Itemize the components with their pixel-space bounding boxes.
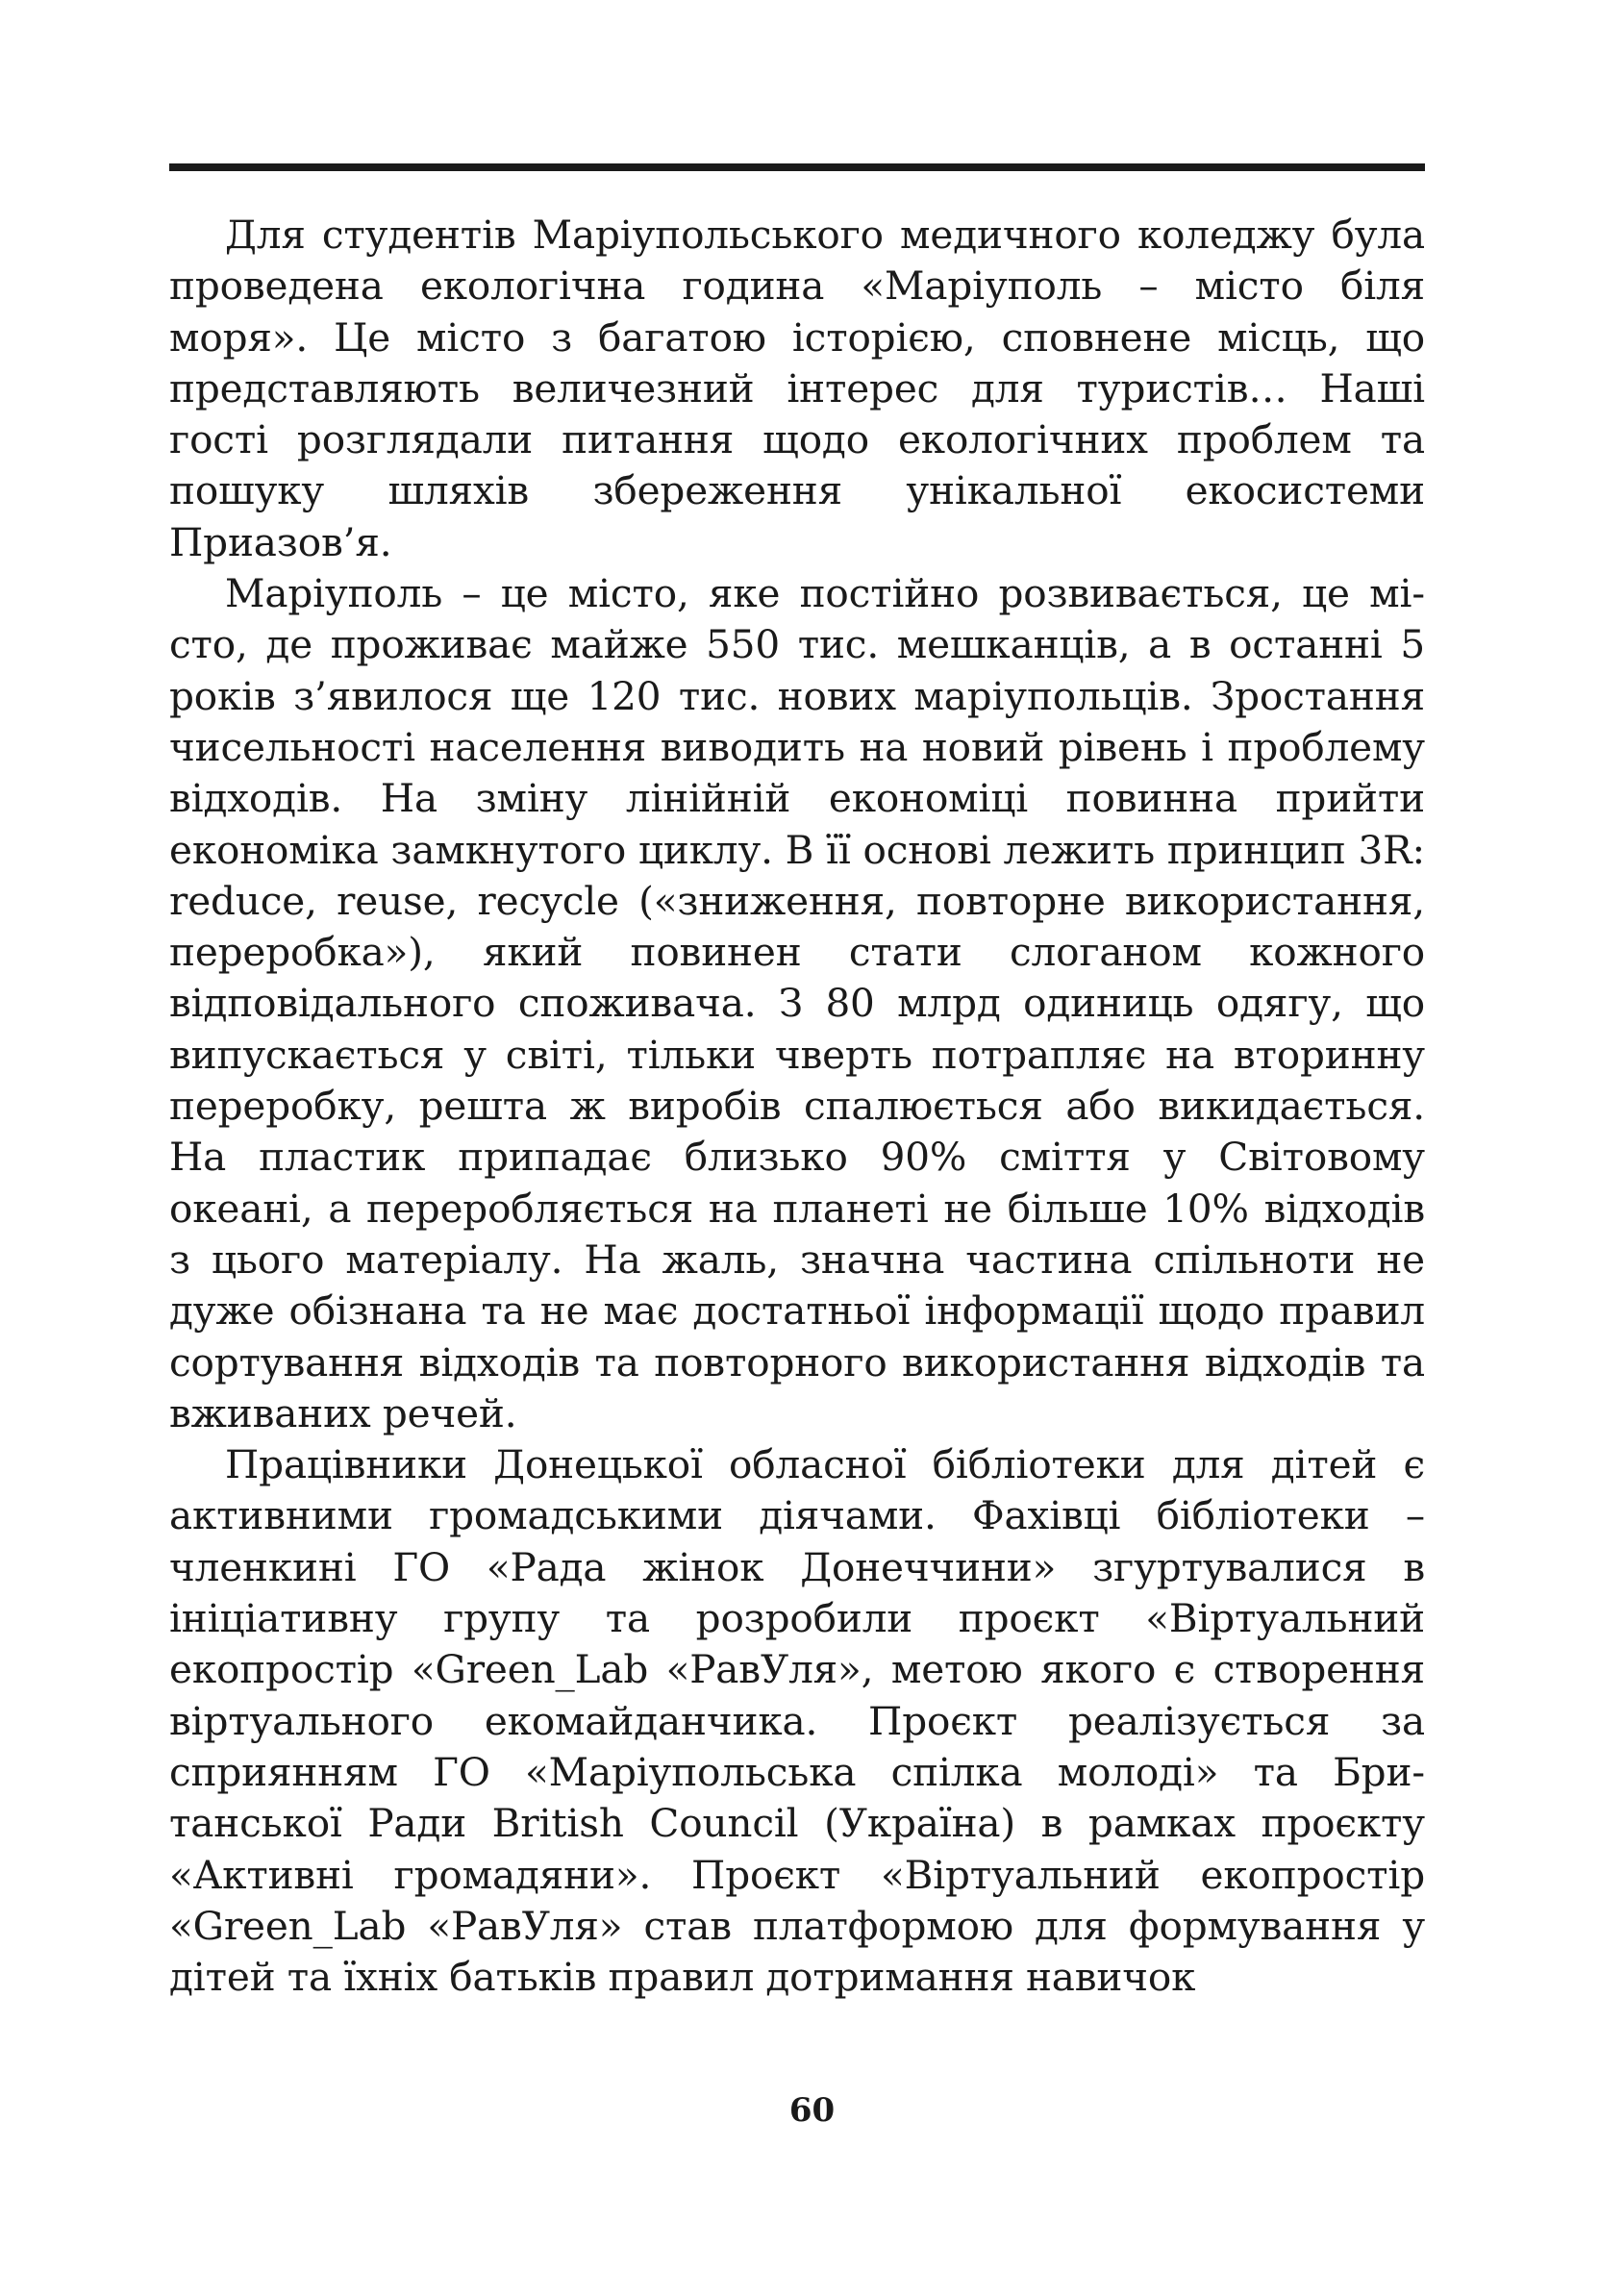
header-rule [169, 163, 1425, 171]
paragraph-waste-economy: Маріуполь – це місто, яке постійно розвивається, це місто, де проживає майже 550 тис. мешканців, а в останні 5 років з’явилося ще 120 тис. нових маріупольців. Зростання чисельності населення виводить на новий рівень і проблему відходів. На зміну лінійній економіці повинна прийти економіка замкнутого циклу. В її основі лежить принцип 3R: reduce, reuse, recycle («зниження, повторне використання, переробка»), який повинен стати слоганом кожного відповідального споживача. З 80 млрд одиниць одягу, що випускається у світі, тільки чверть потрапляє на вторинну переробку, решта ж виробів спалюється або викидається. На пластик припадає близько 90% сміття у Світовому океані, а переробляється на планеті не більше 10% відходів з цього матеріалу. На жаль, значна частина спільноти не дуже обізнана та не має достатньої інформації щодо правил сортування відходів та повторного використання відходів та вживаних речей. [169, 570, 1425, 1436]
paragraph-college-event: Для студентів Маріупольського медичного коледжу була проведена екологічна година «Маріуполь – місто біля моря». Це місто з багатою історією, сповнене місць, що представляють величезний інтерес для туристів… Наші гості розглядали питання щодо екологічних проблем та пошуку шляхів збереження унікальної екосистеми Приазов’я. [169, 212, 1425, 565]
paragraph-library-project: Працівники Донецької обласної бібліотеки для дітей є активними громадськими діячами. Фахівці бібліотеки – членкині ГО «Рада жінок Донеччини» згуртувалися в ініціативну групу та розробили проєкт «Віртуальний екопростір «Green_Lab «РавУля», метою якого є створення віртуального екомайданчика. Проєкт реалізується за сприянням ГО «Маріупольська спілка молоді» та Британської Ради British Council (Україна) в рамках проєкту «Активні громадяни». Проєкт «Віртуальний екопростір «Green_Lab «РавУля» став платформою для формування у дітей та їхніх батьків правил дотримання навичок [169, 1441, 1425, 2001]
body-text [169, 210, 1425, 2003]
page-number: 60 [788, 2091, 836, 2130]
